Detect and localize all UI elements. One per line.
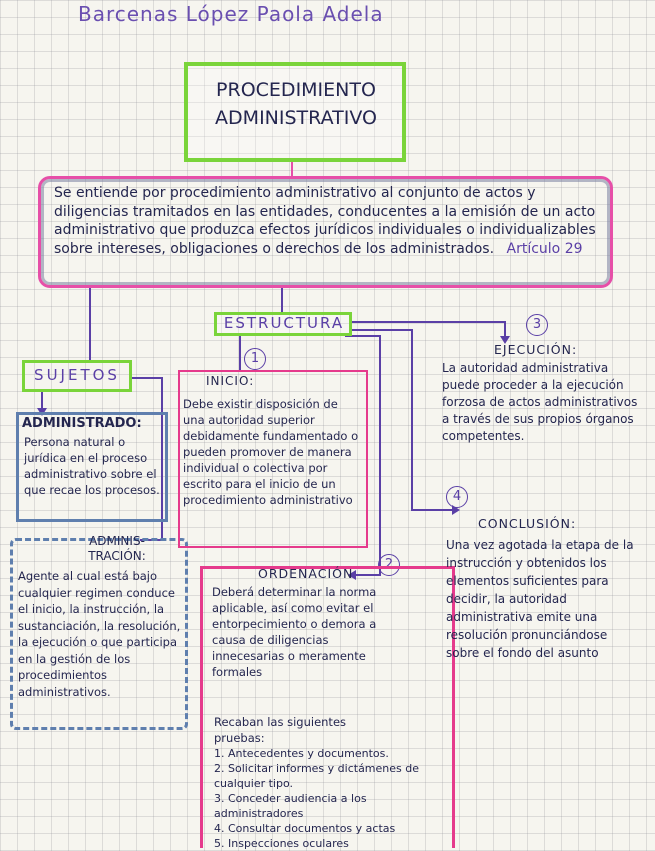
ordenacion-heading: ORDENACIÓN	[258, 566, 354, 581]
conclusion-text: Una vez agotada la etapa de la instrucción y obtenidos los elementos suficientes para decidir, la autoridad administrativa emite una resolución pronunciándose sobre el fondo del asunto	[446, 538, 634, 660]
ordenacion-items	[214, 746, 450, 851]
list-item: 4. Consultar documentos y actas	[214, 822, 396, 835]
administracion-text: Agente al cual está bajo cualquier regimen conduce el inicio, la instrucción, la sustanciación, la resolución, la ejecución o que participa en la gestión de los procedimientos administrativos.	[18, 569, 181, 699]
administracion-heading: ADMINIS- TRACIÓN:	[88, 534, 146, 563]
definition-body: Se entiende por procedimiento administrativo al conjunto de actos y diligencias tramitados en las entidades, conducentes a la emisión de un acto administrativo que produzca efectos jurídicos individuales o individualizables sobre intereses, obligaciones o derechos de los administrados.	[54, 185, 596, 257]
administrado-heading: ADMINISTRADO:	[22, 416, 142, 431]
article-reference: Artículo 29	[506, 240, 583, 257]
inicio-text: Debe existir disposición de una autoridad superior debidamente fundamentado o pueden promover de manera individual o colectiva por escrito para el inicio de un procedimiento administrativo	[183, 397, 359, 507]
ordenacion-number-badge: 2	[378, 554, 400, 576]
administrado-text: Persona natural o jurídica en el proceso administrativo sobre el que recae los procesos.	[24, 435, 160, 497]
definition-text	[54, 184, 602, 258]
inicio-heading: INICIO:	[206, 374, 255, 388]
author-name: Barcenas López Paola Adela	[78, 2, 384, 26]
estructura-label: ESTRUCTURA	[223, 314, 345, 332]
ejecucion-text: La autoridad administrativa puede proceder a la ejecución forzosa de actos administrativos a través de sus propios órganos competentes.	[442, 361, 638, 443]
ejecucion-heading: EJECUCIÓN:	[494, 342, 578, 357]
list-item: 3. Conceder audiencia a los administradores	[214, 792, 367, 820]
list-item: 5. Inspecciones oculares	[214, 837, 349, 850]
inicio-number-badge: 1	[244, 348, 266, 370]
sujetos-label: SUJETOS	[34, 366, 120, 384]
list-item: 2. Solicitar informes y dictámenes de cualquier tipo.	[214, 762, 420, 790]
conclusion-heading: CONCLUSIÓN:	[478, 516, 577, 531]
ejecucion-number-badge: 3	[526, 314, 548, 336]
conclusion-number-badge: 4	[446, 486, 468, 508]
page-title: PROCEDIMIENTO ADMINISTRATIVO	[215, 79, 377, 129]
ordenacion-subheading: Recaban las siguientes pruebas:	[214, 715, 347, 745]
list-item: 1. Antecedentes y documentos.	[214, 747, 389, 760]
ordenacion-text: Deberá determinar la norma aplicable, así como evitar el entorpecimiento o demora a causa de diligencias innecesarias o meramente formales	[212, 585, 377, 679]
